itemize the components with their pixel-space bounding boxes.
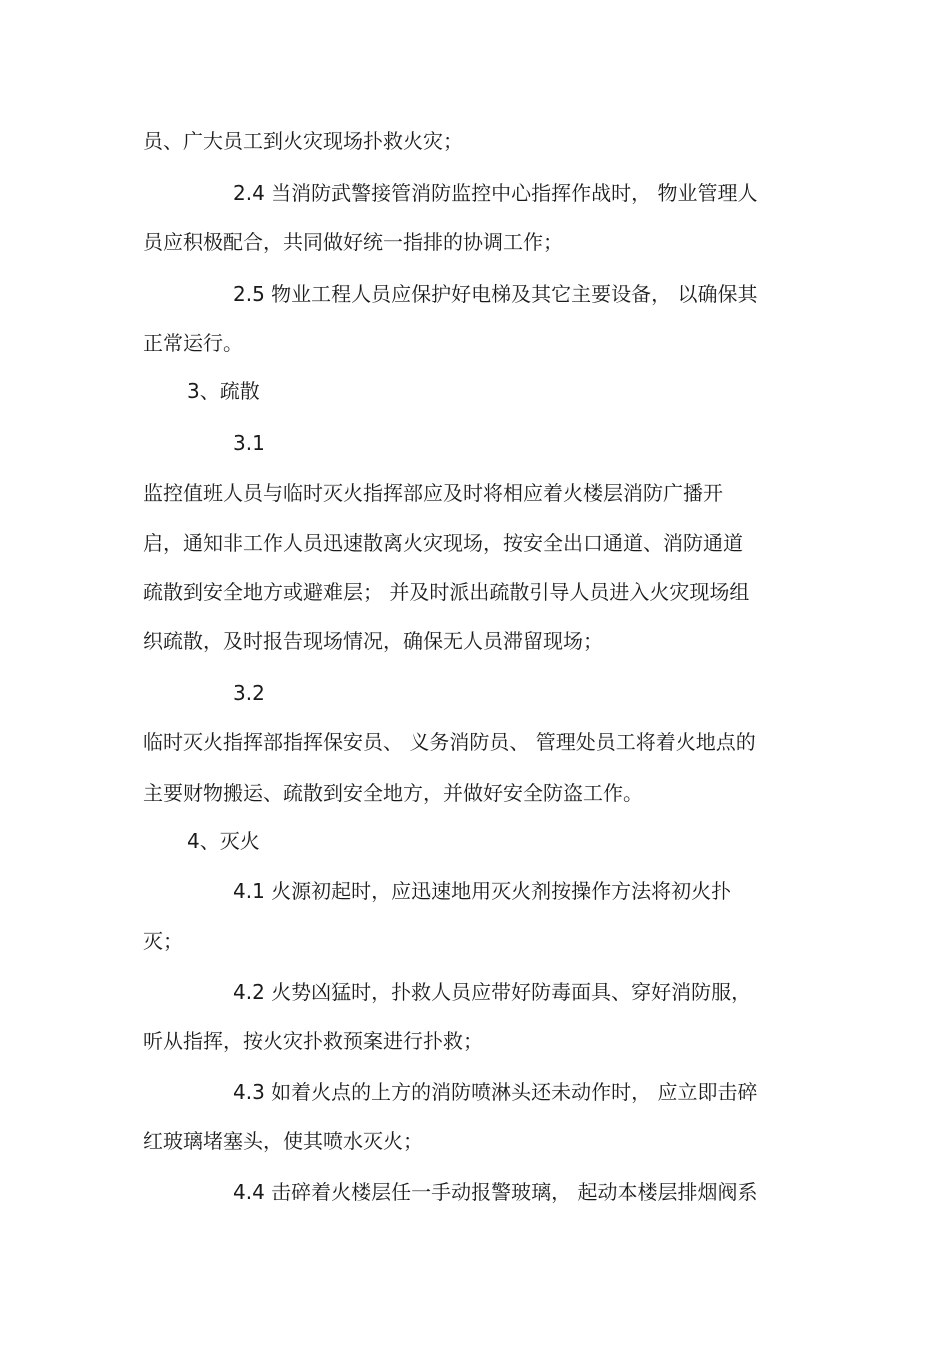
text-line: 4.3 如着火点的上方的消防喷淋头还未动作时， 应立即击碎 [233, 1080, 758, 1104]
text-line: 听从指挥，按火灾扑救预案进行扑救； [143, 1029, 483, 1053]
text-line: 2.4 当消防武警接管消防监控中心指挥作战时， 物业管理人 [233, 181, 758, 205]
text-line: 2.5 物业工程人员应保护好电梯及其它主要设备， 以确保其 [233, 282, 758, 306]
text-line: 正常运行。 [143, 331, 243, 355]
text-line: 疏散到安全地方或避难层； 并及时派出疏散引导人员进入火灾现场组 [143, 580, 750, 604]
subsection-number: 3.2 [233, 681, 265, 705]
text-line: 员应积极配合，共同做好统一指排的协调工作； [143, 230, 563, 254]
text-line: 红玻璃堵塞头，使其喷水灭火； [143, 1129, 423, 1153]
text-line: 织疏散，及时报告现场情况，确保无人员滞留现场； [143, 629, 603, 653]
section-heading: 4、灭火 [187, 829, 260, 853]
text-line: 临时灭火指挥部指挥保安员、 义务消防员、 管理处员工将着火地点的 [143, 730, 756, 754]
text-line: 监控值班人员与临时灭火指挥部应及时将相应着火楼层消防广播开 [143, 481, 723, 505]
text-line: 主要财物搬运、疏散到安全地方，并做好安全防盗工作。 [143, 781, 643, 805]
text-line: 4.4 击碎着火楼层任一手动报警玻璃， 起动本楼层排烟阀系 [233, 1180, 758, 1204]
subsection-number: 3.1 [233, 431, 265, 455]
text-line: 启，通知非工作人员迅速散离火灾现场，按安全出口通道、消防通道 [143, 531, 743, 555]
text-line: 4.2 火势凶猛时，扑救人员应带好防毒面具、穿好消防服， [233, 980, 752, 1004]
text-line: 4.1 火源初起时，应迅速地用灭火剂按操作方法将初火扑 [233, 879, 732, 903]
text-line: 员、广大员工到火灾现场扑救火灾； [143, 129, 463, 153]
section-heading: 3、疏散 [187, 379, 260, 403]
text-line: 灭； [143, 929, 183, 953]
